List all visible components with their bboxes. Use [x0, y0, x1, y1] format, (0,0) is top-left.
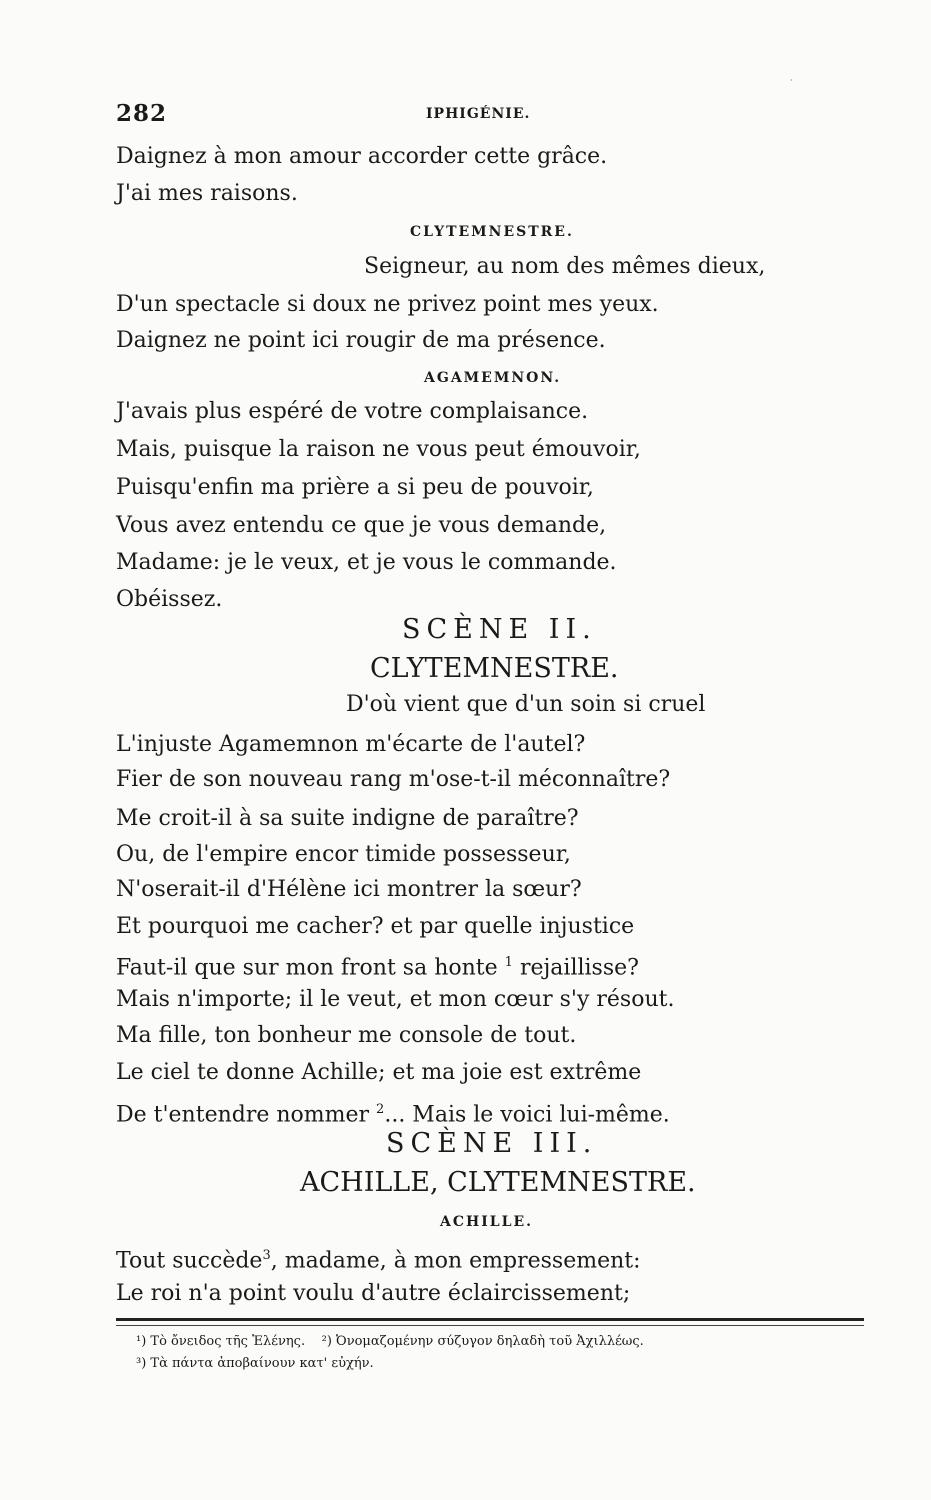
- footnote-2: ²) Ὀνομαζομένην σύζυγον δηλαδὴ τοῦ Ἀχιλλέως.: [321, 1334, 644, 1349]
- footnote-mark: 2: [376, 1102, 385, 1117]
- verse-line: Me croit-il à sa suite indigne de paraître?: [116, 806, 579, 831]
- footnote-mark: 1: [504, 955, 513, 970]
- scene-heading: SCÈNE II.: [402, 614, 597, 645]
- verse-line: N'oserait-il d'Hélène ici montrer la sœur?: [116, 877, 582, 902]
- speaker-name: ACHILLE.: [440, 1214, 534, 1230]
- verse-line: Seigneur, au nom des mêmes dieux,: [364, 254, 766, 279]
- running-title: IPHIGÉNIE.: [426, 106, 531, 122]
- footnote-line: [136, 1333, 644, 1351]
- page-number: 282: [116, 100, 168, 127]
- footnote-rule-thin: [116, 1325, 864, 1326]
- verse-line: Ma fille, ton bonheur me console de tout.: [116, 1023, 577, 1048]
- verse-line: Obéissez.: [116, 587, 223, 612]
- speaker-name: AGAMEMNON.: [424, 370, 562, 386]
- footnote-rule: [116, 1318, 864, 1321]
- verse-line: Mais, puisque la raison ne vous peut émouvoir,: [116, 437, 641, 462]
- verse-line: Tout succède$^3$, madame, à mon empressement:: [116, 1248, 641, 1274]
- verse-line: D'un spectacle si doux ne privez point mes yeux.: [116, 292, 659, 317]
- verse-line: Et pourquoi me cacher? et par quelle injustice: [116, 914, 635, 939]
- verse-line: D'où vient que d'un soin si cruel: [346, 692, 706, 717]
- verse-line: L'injuste Agamemnon m'écarte de l'autel?: [116, 732, 586, 757]
- page-header: [116, 100, 876, 130]
- verse-line: Madame: je le veux, et je vous le commande.: [116, 550, 617, 575]
- verse-line: Ou, de l'empire encor timide possesseur,: [116, 842, 571, 867]
- verse-line: Le roi n'a point voulu d'autre éclaircissement;: [116, 1281, 631, 1306]
- verse-line: Fier de son nouveau rang m'ose-t-il méconnaître?: [116, 767, 671, 792]
- verse-line: Daignez à mon amour accorder cette grâce.: [116, 144, 608, 169]
- scene-heading: SCÈNE III.: [386, 1128, 598, 1159]
- speaker-name: CLYTEMNESTRE.: [410, 224, 574, 240]
- scene-characters: CLYTEMNESTRE.: [370, 653, 619, 684]
- verse-line: Le ciel te donne Achille; et ma joie est extrême: [116, 1060, 642, 1085]
- footnote-3: ³) Τὰ πάντα ἀποβαίνουν κατ' εὐχήν.: [136, 1356, 374, 1371]
- scene-characters: ACHILLE, CLYTEMNESTRE.: [300, 1167, 696, 1198]
- verse-line: Puisqu'enfin ma prière a si peu de pouvoir,: [116, 475, 594, 500]
- footnote-mark: 3: [262, 1248, 271, 1263]
- verse-line: Daignez ne point ici rougir de ma présence.: [116, 328, 606, 353]
- verse-line: De t'entendre nommer $^2$... Mais le voici lui-même.: [116, 1102, 670, 1128]
- verse-line: J'avais plus espéré de votre complaisance.: [116, 399, 589, 424]
- verse-line: Vous avez entendu ce que je vous demande,: [116, 513, 607, 538]
- footnote-1: ¹) Τὸ ὄνειδος τῆς Ἑλένης.: [136, 1334, 306, 1349]
- verse-line: Faut-il que sur mon front sa honte $^1$ rejaillisse?: [116, 955, 639, 981]
- verse-line: J'ai mes raisons.: [116, 181, 298, 206]
- verse-line: Mais n'importe; il le veut, et mon cœur s'y résout.: [116, 987, 675, 1012]
- page-speck: ·: [790, 76, 793, 85]
